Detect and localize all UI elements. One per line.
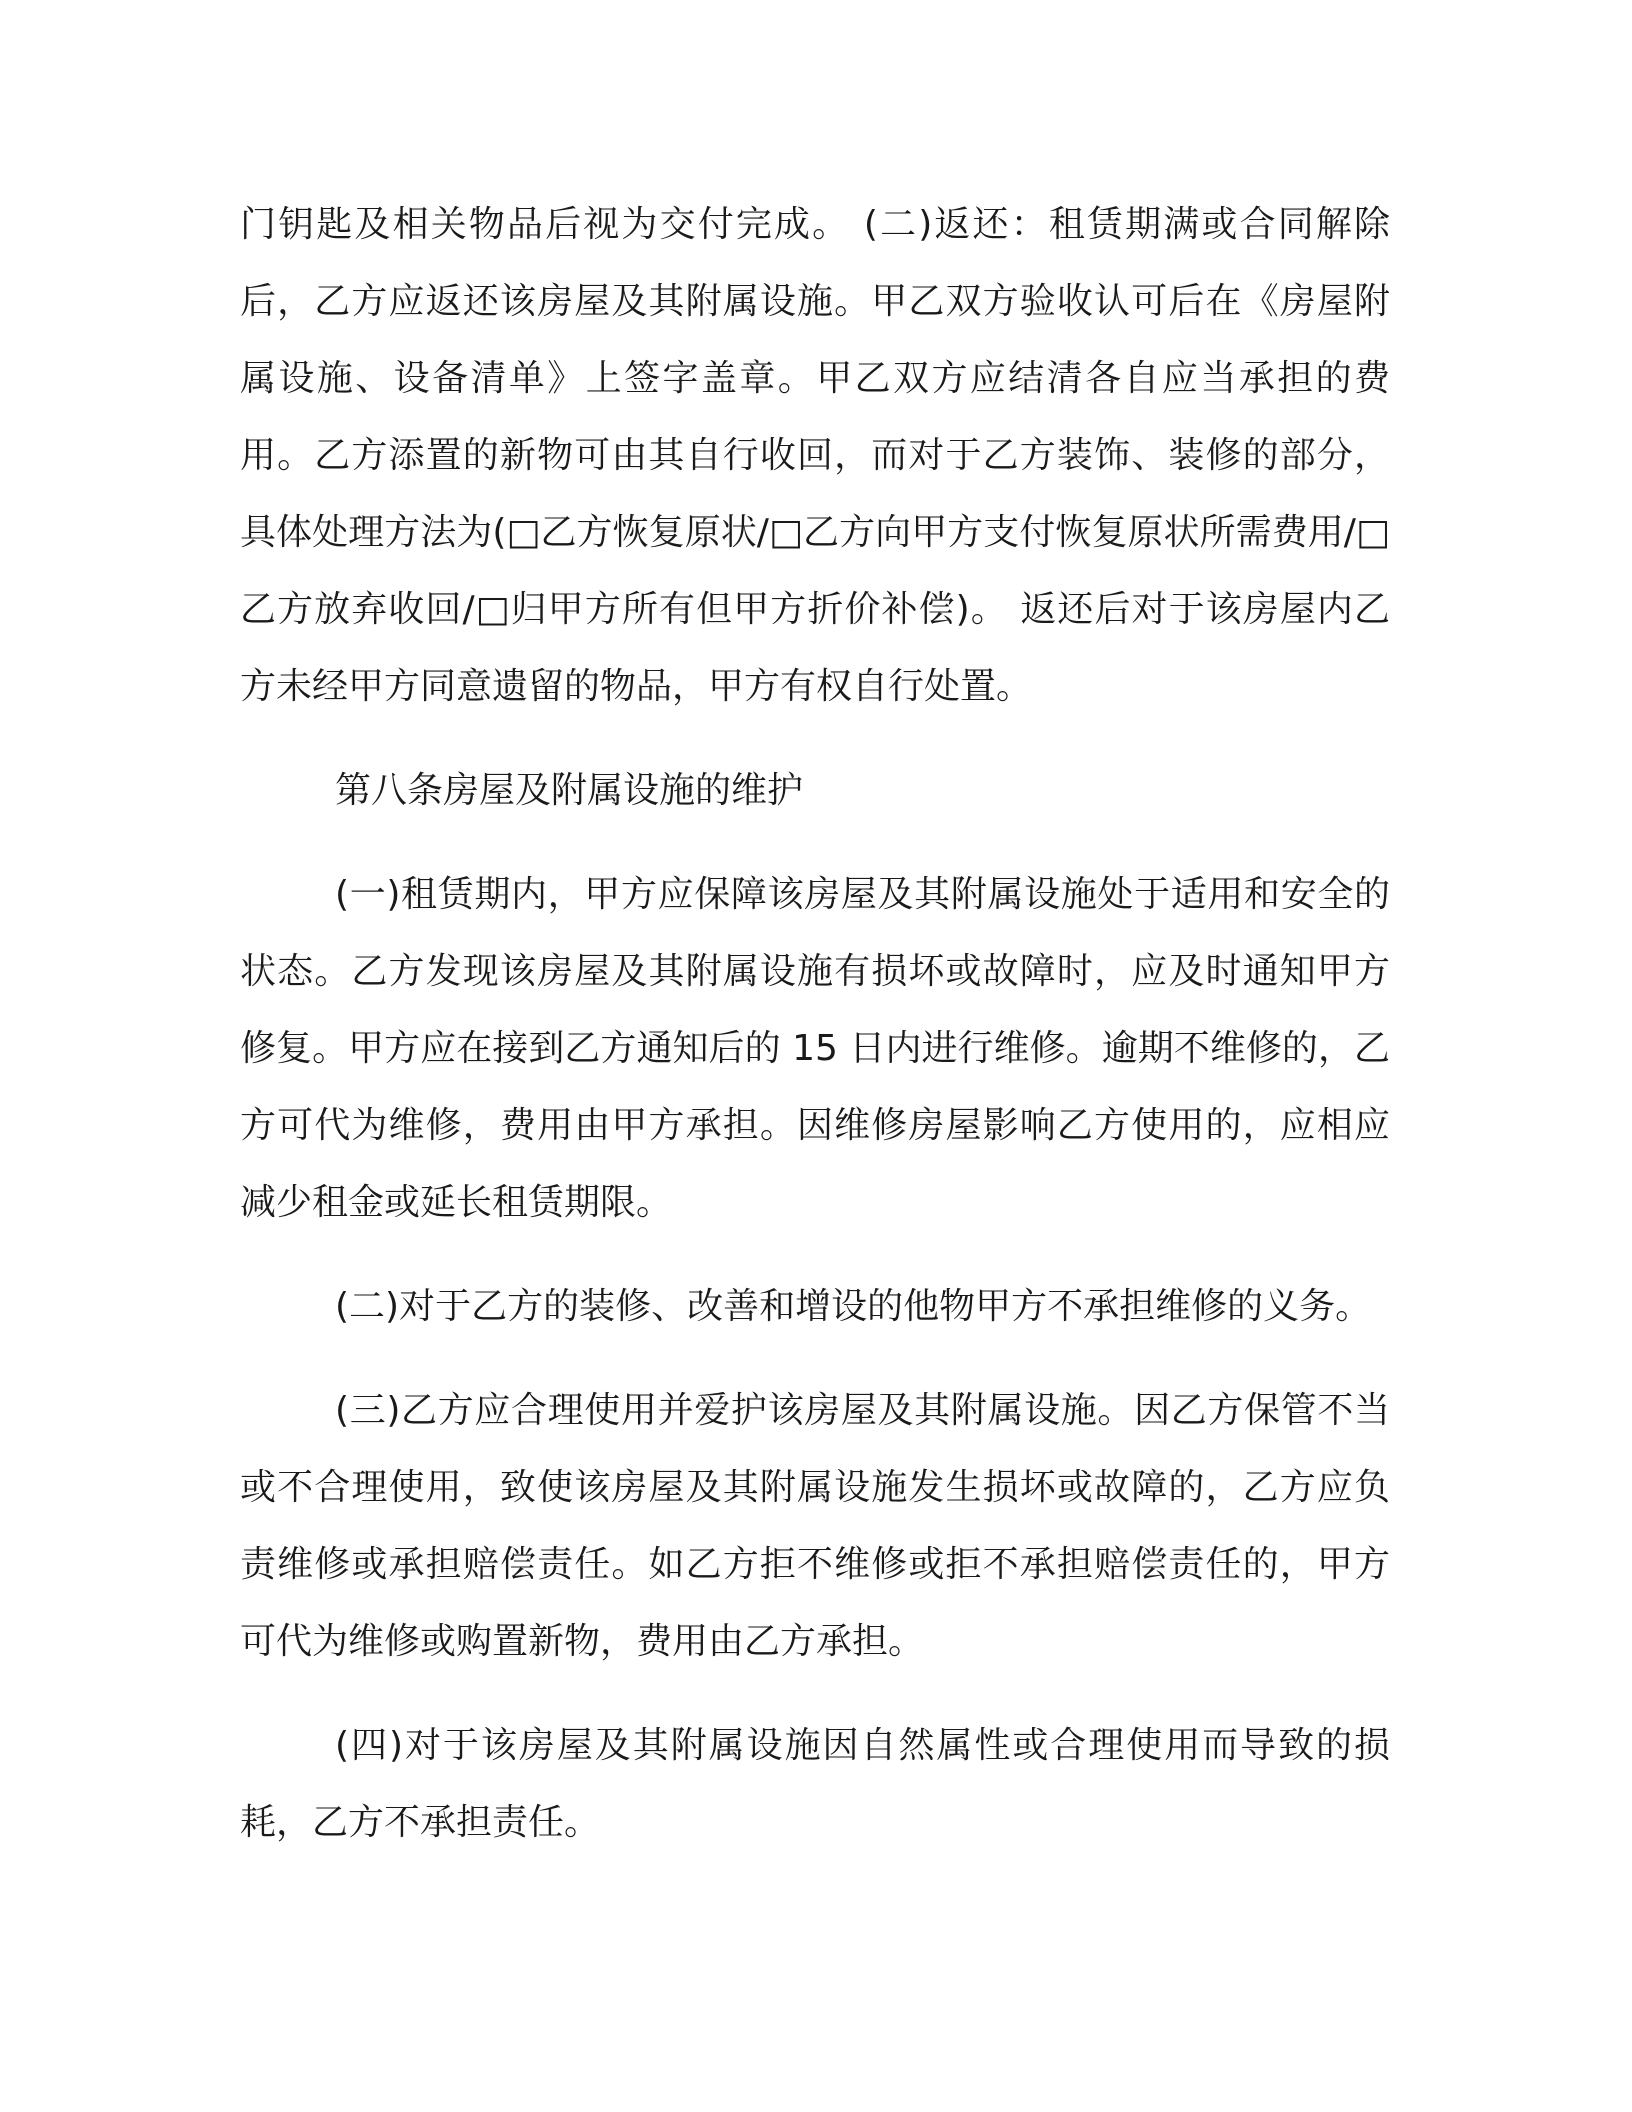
- paragraph-maintenance-3: (三)乙方应合理使用并爱护该房屋及其附属设施。因乙方保管不当或不合理使用，致使该房屋及其附属设施发生损坏或故障的，乙方应负责维修或承担赔偿责任。如乙方拒不维修或拒不承担赔偿责任的，甲方可代为维修或购置新物，费用由乙方承担。: [240, 1390, 1390, 1662]
- paragraph-return-clause: 门钥匙及相关物品后视为交付完成。 (二)返还：租赁期满或合同解除后，乙方应返还该房屋及其附属设施。甲乙双方验收认可后在《房屋附属设施、设备清单》上签字盖章。甲乙双方应结清各自应当承担的费用。乙方添置的新物可由其自行收回，而对于乙方装饰、装修的部分，具体处理方法为(□乙方恢复原状/□乙方向甲方支付恢复原状所需费用/□乙方放弃收回/□归甲方所有但甲方折价补偿)。 返还后对于该房屋内乙方未经甲方同意遗留的物品，甲方有权自行处置。: [240, 204, 1390, 707]
- paragraph-maintenance-4: (四)对于该房屋及其附属设施因自然属性或合理使用而导致的损耗，乙方不承担责任。: [240, 1725, 1390, 1843]
- paragraph-maintenance-1: (一)租赁期内，甲方应保障该房屋及其附属设施处于适用和安全的状态。乙方发现该房屋及其附属设施有损坏或故障时，应及时通知甲方修复。甲方应在接到乙方通知后的 15 日内进行维修。逾期不维修的，乙方可代为维修，费用由甲方承担。因维修房屋影响乙方使用的，应相应减少租金或延长租赁期限。: [240, 874, 1390, 1223]
- paragraph-maintenance-2: (二)对于乙方的装修、改善和增设的他物甲方不承担维修的义务。: [335, 1286, 1372, 1327]
- document-body: [240, 186, 1390, 1861]
- article-heading: 第八条房屋及附属设施的维护: [335, 770, 804, 811]
